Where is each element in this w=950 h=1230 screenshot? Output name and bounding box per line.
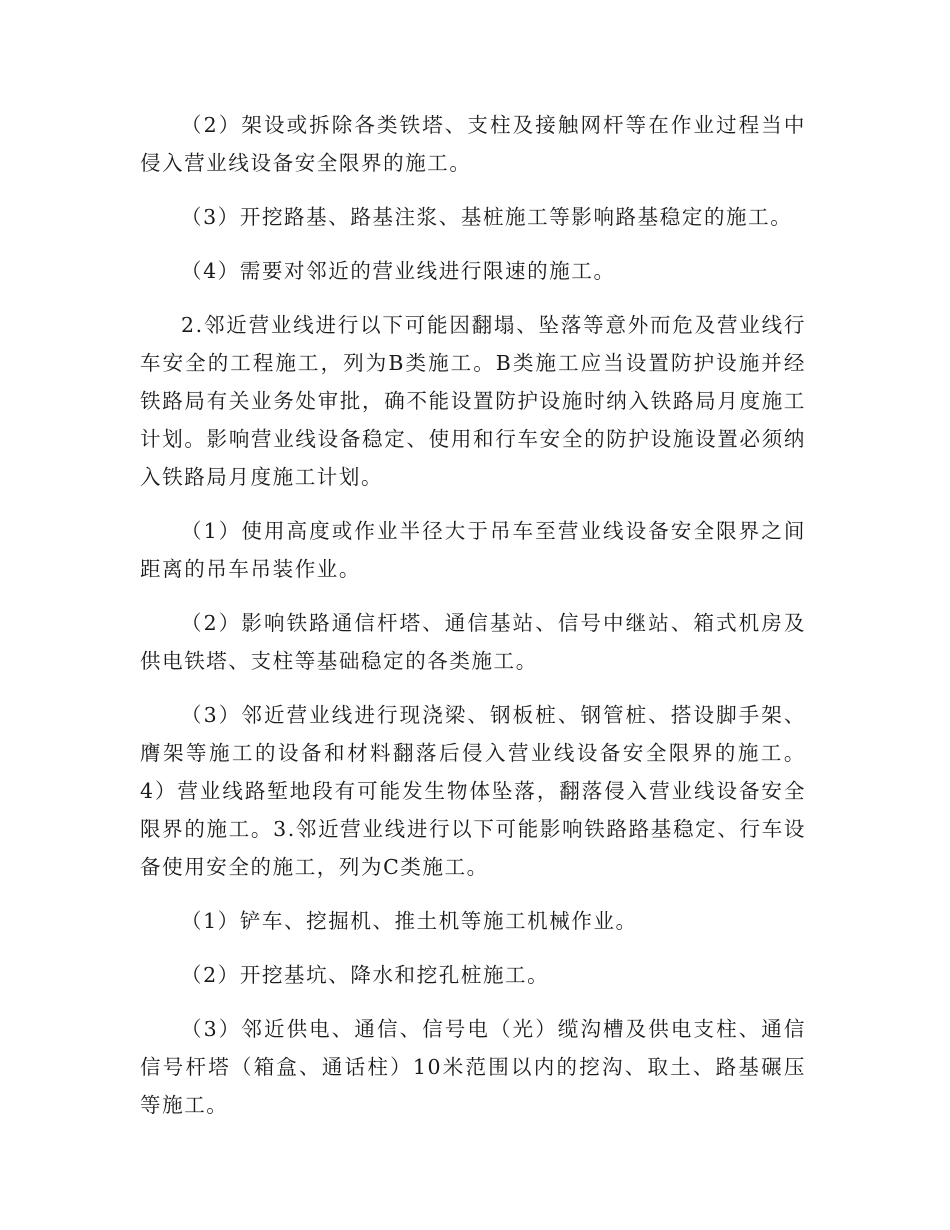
- paragraph-b-1: （1）使用高度或作业半径大于吊车至营业线设备安全限界之间距离的吊车吊装作业。: [140, 519, 806, 581]
- paragraph-c-3: （3）邻近供电、通信、信号电（光）缆沟槽及供电支柱、通信信号杆塔（箱盒、通话柱）10米范围以内的挖沟、取土、路基碾压等施工。: [140, 1017, 806, 1117]
- paragraph-c-2: （2）开挖基坑、降水和挖孔桩施工。: [181, 963, 550, 987]
- paragraph-b-3: （3）邻近营业线进行现浇梁、钢板桩、钢管桩、搭设脚手架、膺架等施工的设备和材料翻落后侵入营业线设备安全限界的施工。4）营业线路堑地段有可能发生物体坠落，翻落侵入营业线设备安全限界的施工。3.邻近营业线进行以下可能影响铁路路基稳定、行车设备使用安全的施工，列为C类施工。: [140, 703, 806, 879]
- paragraph-b-2: （2）影响铁路通信杆塔、通信基站、信号中继站、箱式机房及供电铁塔、支柱等基础稳定的各类施工。: [140, 611, 806, 673]
- paragraph-2-1: （2）架设或拆除各类铁塔、支柱及接触网杆等在作业过程当中侵入营业线设备安全限界的施工。: [140, 113, 806, 175]
- paragraph-2-4: （4）需要对邻近的营业线进行限速的施工。: [181, 259, 616, 283]
- paragraph-c-1: （1）铲车、挖掘机、推土机等施工机械作业。: [181, 909, 638, 933]
- paragraph-class-b: 2.邻近营业线进行以下可能因翻塌、坠落等意外而危及营业线行车安全的工程施工，列为B类施工。B类施工应当设置防护设施并经铁路局有关业务处审批，确不能设置防护设施时纳入铁路局月度施工计划。影响营业线设备稳定、使用和行车安全的防护设施设置必须纳入铁路局月度施工计划。: [140, 313, 806, 489]
- document-body: [140, 106, 806, 1140]
- paragraph-2-3: （3）开挖路基、路基注浆、基桩施工等影响路基稳定的施工。: [181, 205, 793, 229]
